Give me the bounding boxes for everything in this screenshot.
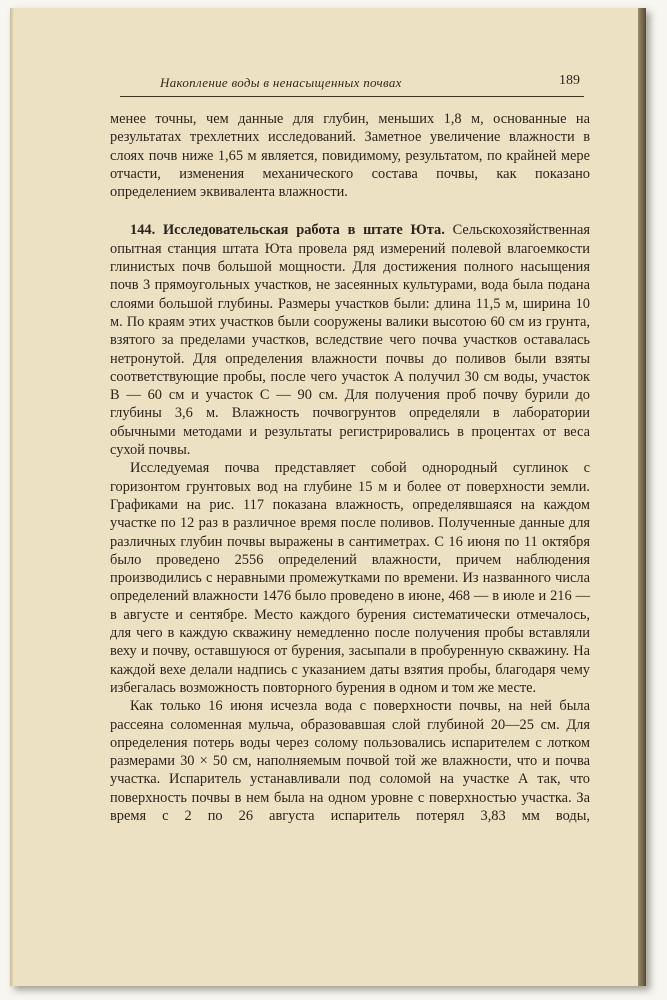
paragraph-mulch-evaporator: Как только 16 июня исчезла вода с поверхности почвы, на ней была рассеяна соломенная мульча, образовавшая слой глубиной 20—25 см. Для определения потерь воды через солому пользовались испарителем с лотком размерами 30 × 50 см, наполняемым почвой той же влажности, что и почва участка. Испаритель устанавливали под соломой на участке А так, что поверхность почвы в нем была на одном уровне с поверхностью участка. За время с 2 по 26 августа испаритель потерял 3,83 мм воды, [110,698,590,824]
body-text [110,110,590,825]
section-gap [110,201,590,221]
book-page [10,8,646,986]
page-header [120,70,584,97]
section-title: Исследовательская работа в штате Юта. [162,222,445,239]
paragraph-soil-study: Исследуемая почва представляет собой однородный суглинок с горизонтом грунтовых вод на глубине 15 м и более от поверхности земли. Графиками на рис. 117 показана влажность, определявшаяся на каждом участке по 12 раз в различное время после поливов. Полученные данные для различных глубин почвы выражены в сантиметрах. С 16 июня по 11 октября было проведено 2556 определений влажности, причем наблюдения производились с неравными промежутками по времени. Из названного числа определений влажности 1476 было проведено в июне, 468 — в июле и 216 — в августе и сентябре. Место каждого бурения систематически отмечалось, для чего в каждую скважину немедленно после получения пробы вставляли веху и почву, оставшуюся от бурения, засыпали в пробуренную скважину. На каждой вехе делали надпись с указанием даты взятия пробы, благодаря чему избегалась возможность повторного бурения в одном и том же месте. [110,460,590,696]
section-144-paragraph [110,221,590,459]
book-spine-shadow [638,8,646,986]
running-title: Накопление воды в ненасыщенных почвах [160,75,402,90]
page-number: 189 [559,73,580,88]
page-left-edge [10,8,14,986]
section-body: Сельскохозяйственная опытная станция штата Юта провела ряд измерений полевой влагоемкости глинистых почв большой мощности. Для достижения полного насыщения почв 3 прямоугольных участков, не засеянных культурами, вода была подана слоями большой глубины. Размеры участков были: длина 11,5 м, ширина 10 м. По краям этих участков были сооружены валики высотою 60 см из грунта, взятого за пределами участков, вследствие чего почва участков оставалась нетронутой. Для определения влажности почвы до поливов были взяты соответствующие пробы, после чего участок А получил 30 см воды, участок В — 60 см и участок С — 90 см. Для получения проб почву бурили до глубины 3,6 м. Влажность почвогрунтов определяли в лаборатории обычными методами и результаты регистрировались в процентах от веса сухой почвы. [110,222,590,459]
section-number: 144. [130,222,156,239]
paragraph-continuation: менее точны, чем данные для глубин, меньших 1,8 м, основанные на результатах трехлетних исследований. Заметное увеличение влажности в слоях почв ниже 1,65 м является, повидимому, результатом, по крайней мере отчасти, изменения механического состава почвы, как показано определением эквивалента влажности. [110,111,590,201]
